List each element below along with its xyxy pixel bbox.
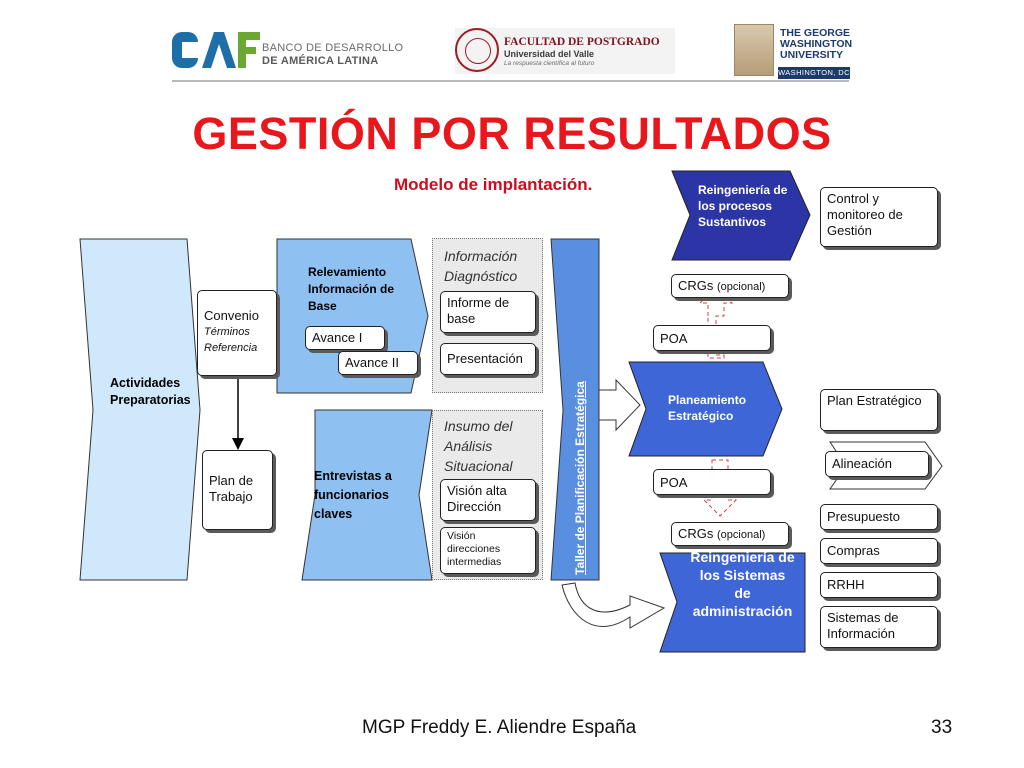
plan-estrategico-label: Plan Estratégico bbox=[827, 393, 922, 408]
poa-top-label: POA bbox=[660, 331, 688, 346]
crgs-bottom-box bbox=[671, 522, 789, 546]
insumo-heading: Insumo del Análisis Situacional bbox=[444, 418, 513, 474]
informe-base-label: Informe de base bbox=[447, 295, 510, 326]
compras-label: Compras bbox=[827, 543, 880, 558]
univalle-name: Universidad del Valle bbox=[504, 49, 595, 59]
relevamiento-label: Relevamiento Información de Base bbox=[308, 265, 395, 313]
convenio-title: Convenio bbox=[204, 308, 259, 323]
convenio-sub1: Términos bbox=[204, 326, 250, 338]
avance2-box bbox=[338, 351, 418, 375]
alineacion-label: Alineación bbox=[832, 456, 892, 471]
planeamiento-label: Planeamiento Estratégico bbox=[668, 393, 747, 423]
avance1-box bbox=[305, 326, 385, 350]
arrow-to-planeamiento bbox=[599, 380, 640, 430]
reingenieria-procesos-label: Reingeniería de los procesos Sustantivos bbox=[698, 183, 788, 229]
control-label: Control y monitoreo de Gestión bbox=[827, 191, 903, 238]
crgs-top-box bbox=[671, 274, 789, 298]
crgs-top-note: (opcional) bbox=[717, 281, 766, 293]
presupuesto-box bbox=[820, 504, 938, 530]
informe-base-box bbox=[440, 291, 536, 333]
alineacion-box bbox=[825, 451, 929, 477]
plan-trabajo-label: Plan de Trabajo bbox=[209, 473, 254, 504]
rrhh-label: RRHH bbox=[827, 577, 865, 592]
taller-label: Taller de Planificación Estratégica bbox=[573, 381, 587, 575]
crgs-bottom-label: CRGs bbox=[678, 526, 714, 541]
compras-box bbox=[820, 538, 938, 564]
poa-top-box bbox=[653, 325, 771, 351]
poa-bottom-label: POA bbox=[660, 475, 688, 490]
actividades-label: Actividades Preparatorias bbox=[110, 376, 191, 407]
footer-author: MGP Freddy E. Aliendre España bbox=[362, 717, 637, 738]
univalle-faculty: FACULTAD DE POSTGRADO bbox=[504, 36, 660, 48]
entrevistas-label: Entrevistas a funcionarios claves bbox=[314, 469, 392, 521]
page-number: 33 bbox=[931, 717, 953, 738]
page-title: GESTIÓN POR RESULTADOS bbox=[192, 108, 832, 159]
reingenieria-sistemas-label: Reingeniería de los Sistemas de administración bbox=[690, 549, 795, 619]
gwu-location: WASHINGTON, DC bbox=[778, 68, 850, 77]
crgs-top-label: CRGs bbox=[678, 278, 714, 293]
avance1-label: Avance I bbox=[312, 330, 363, 345]
sistemas-info-box bbox=[820, 606, 938, 648]
sistemas-info-label: Sistemas de Información bbox=[827, 610, 899, 641]
presentacion-box bbox=[440, 343, 536, 375]
plan-trabajo-box bbox=[202, 450, 273, 530]
rrhh-box bbox=[820, 572, 938, 598]
actividades-shape bbox=[80, 239, 200, 580]
univalle-motto: La respuesta científica al futuro bbox=[504, 60, 595, 67]
vision-direcciones-label: Visión direcciones intermedias bbox=[447, 530, 502, 568]
crgs-bottom-note: (opcional) bbox=[717, 529, 766, 541]
convenio-sub2: Referencia bbox=[204, 342, 258, 354]
poa-bottom-box bbox=[653, 469, 771, 495]
avance2-label: Avance II bbox=[345, 355, 399, 370]
plan-estrategico-box bbox=[820, 389, 938, 431]
page-subtitle: Modelo de implantación. bbox=[394, 175, 593, 194]
convenio-box bbox=[197, 290, 277, 376]
vision-direcciones-box bbox=[440, 527, 536, 574]
presentacion-label: Presentación bbox=[447, 351, 523, 366]
vision-alta-label: Visión alta Dirección bbox=[447, 483, 507, 514]
info-diagnostico-heading: Información Diagnóstico bbox=[444, 248, 518, 284]
gwu-logo-text: THE GEORGE WASHINGTON UNIVERSITY bbox=[780, 27, 853, 61]
vision-alta-box bbox=[440, 479, 536, 521]
arrow-to-sistemas bbox=[562, 583, 664, 628]
caf-logo-text: BANCO DE DESARROLLO DE AMÉRICA LATINA bbox=[262, 42, 404, 67]
presupuesto-label: Presupuesto bbox=[827, 509, 900, 524]
control-box bbox=[820, 187, 938, 247]
